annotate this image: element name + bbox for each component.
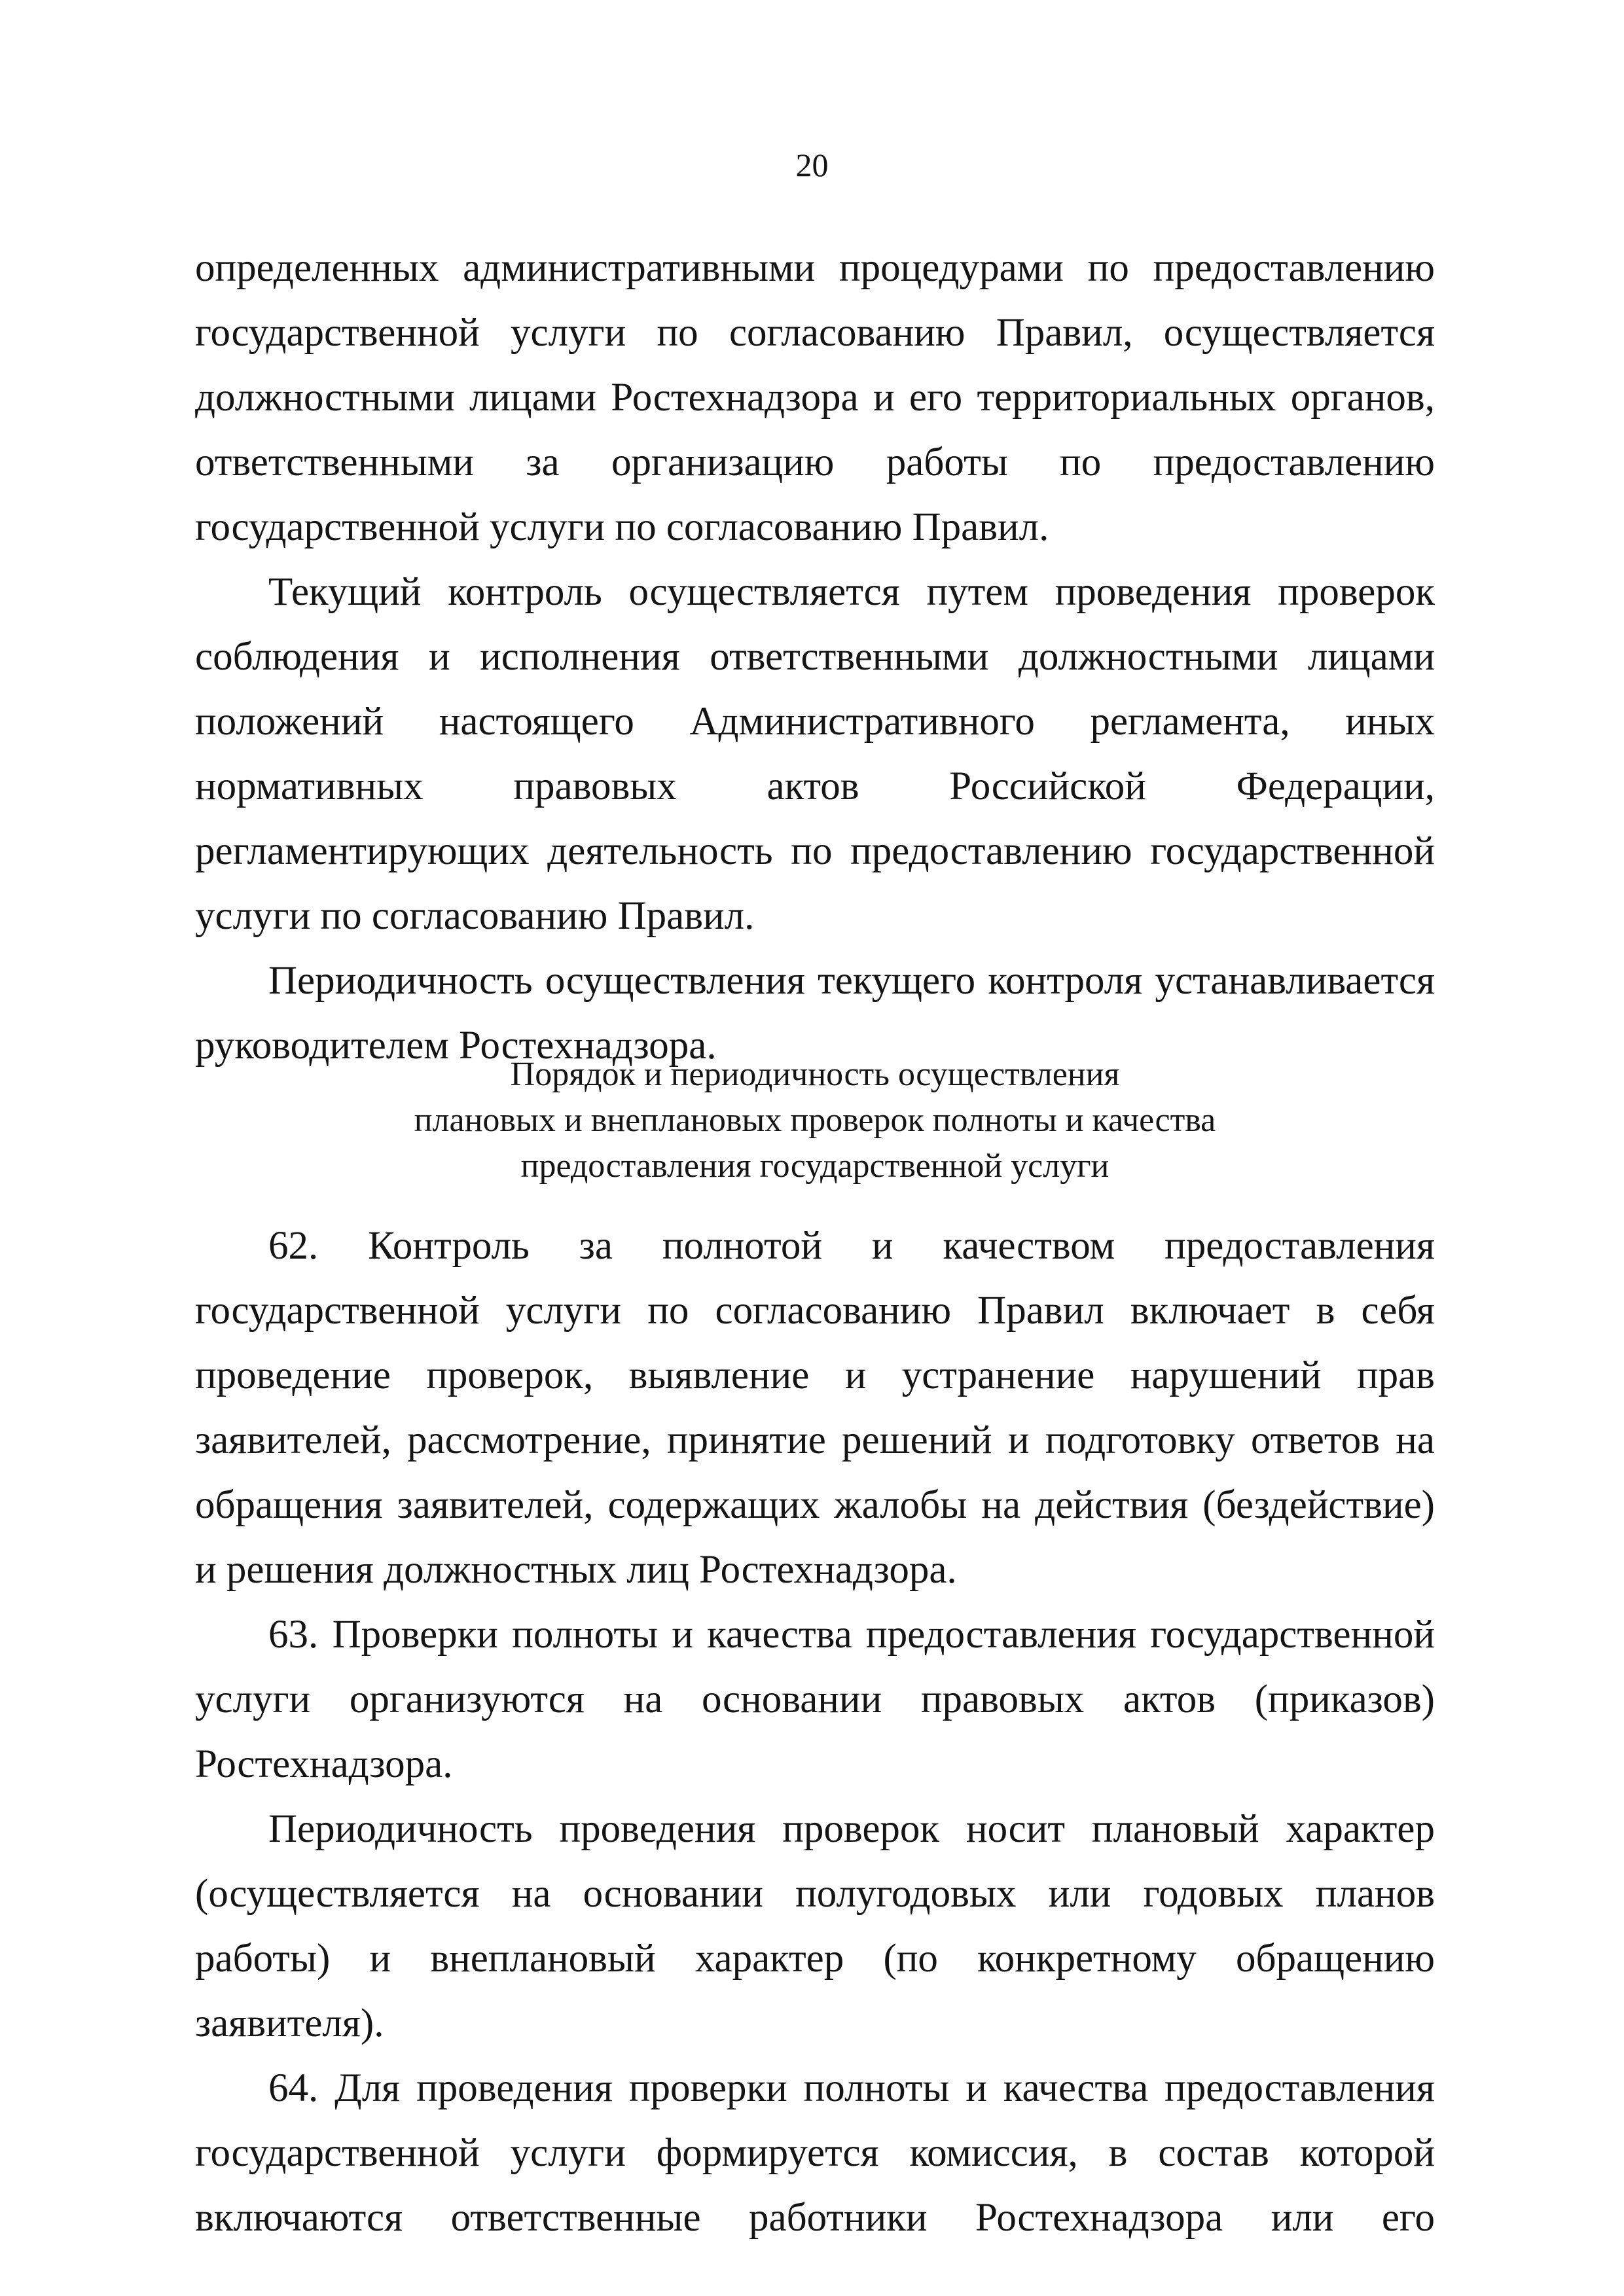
page-number: 20 xyxy=(795,147,829,183)
paragraph: 62. Контроль за полнотой и качеством предоставления государственной услуги по согласованию Правил включает в себя проведение проверок, выявление и устранение нарушений прав заявителей, рассмотрение, принятие решений и подготовку ответов на обращения заявителей, содержащих жалобы на действия (бездействие) и решения должностных лиц Ростехнадзора. xyxy=(195,1224,1435,1592)
paragraph: определенных административными процедурами по предоставлению государственной услуги по согласованию Правил, осуществляется должностными лицами Ростехнадзора и его территориальных органов, ответственными за организацию работы по предоставлению государственной услуги по согласованию Правил. xyxy=(195,246,1435,549)
text-block-top xyxy=(195,236,1435,1078)
paragraph: Текущий контроль осуществляется путем проведения проверок соблюдения и исполнения ответственными должностными лицами положений настоящего Административного регламента, иных нормативных правовых актов Российской Федерации, регламентирующих деятельность по предоставлению государственной услуги по согласованию Правил. xyxy=(195,570,1435,938)
paragraph: 64. Для проведения проверки полноты и качества предоставления государственной услуги формируется комиссия, в состав которой включаются ответственные работники Ростехнадзора или его xyxy=(195,2066,1435,2240)
heading-line: Порядок и периодичность осуществления xyxy=(510,1056,1120,1093)
paragraph: 63. Проверки полноты и качества предоставления государственной услуги организуются на основании правовых актов (приказов) Ростехнадзора. xyxy=(195,1613,1435,1786)
paragraph: Периодичность осуществления текущего контроля устанавливается руководителем Ростехнадзора. xyxy=(195,959,1435,1067)
heading-line: плановых и внеплановых проверок полноты и качества xyxy=(414,1102,1216,1139)
heading-line: предоставления государственной услуги xyxy=(520,1147,1110,1185)
text-block-bottom xyxy=(195,1213,1435,2250)
section-heading xyxy=(195,1052,1435,1189)
paragraph: Периодичность проведения проверок носит плановый характер (осуществляется на основании полугодовых или годовых планов работы) и внеплановый характер (по конкретному обращению заявителя). xyxy=(195,1807,1435,2045)
